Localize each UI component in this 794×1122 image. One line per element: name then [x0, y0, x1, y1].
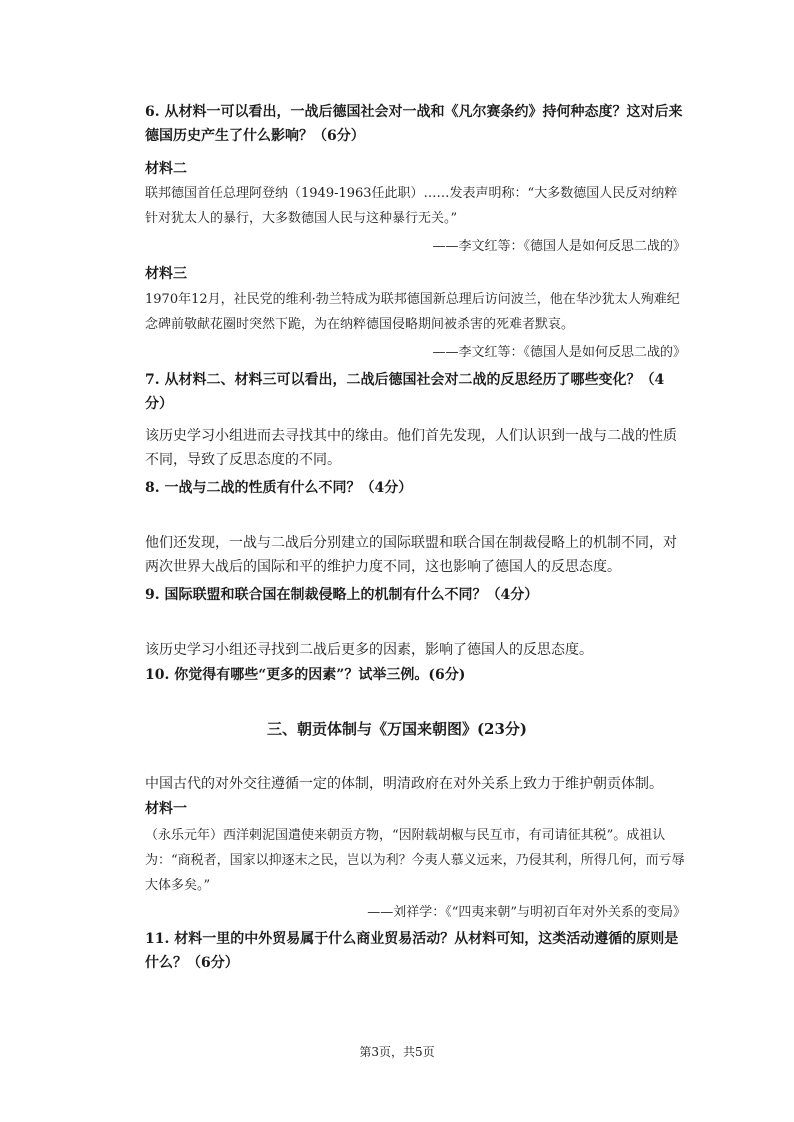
material-1-text: （永乐元年）西洋剌泥国遣使来朝贡方物，“因附载胡椒与民互市，有司请征其税”。成祖认为：“商税者，国家以抑逐末之民，岂以为利？今夷人慕义远来，乃侵其利，所得几何，而亏辱大体多矣。” — [145, 828, 685, 893]
material-3-label: 材料三 — [145, 266, 187, 282]
material-3-source: ——李文红等：《德国人是如何反思二战的》 — [432, 345, 686, 360]
question-11: 11. 材料一里的中外贸易属于什么商业贸易活动？从材料可知，这类活动遵循的原则是什么？（6分） — [145, 931, 679, 971]
question-10: 10. 你觉得有哪些“更多的因素”？试举三例。(6分) — [145, 667, 466, 683]
material-2-label: 材料二 — [145, 161, 187, 177]
paragraph-more-factors: 该历史学习小组还寻找到二战后更多的因素，影响了德国人的反思态度。 — [145, 642, 593, 658]
page-footer: 第3页，共5页 — [359, 1045, 435, 1059]
paragraph-league-un: 他们还发现，一战与二战后分别建立的国际联盟和联合国在制裁侵略上的机制不同，对两次世界大战后的国际和平的维护力度不同，这也影响了德国人的反思态度。 — [145, 535, 677, 575]
material-1-source: ——刘祥学：《“四夷来朝”与明初百年对外关系的变局》 — [367, 905, 686, 920]
question-7: 7. 从材料二、材料三可以看出，二战后德国社会对二战的反思经历了哪些变化？（4分） — [145, 372, 665, 412]
question-8: 8. 一战与二战的性质有什么不同？（4分） — [145, 480, 413, 496]
material-3-text: 1970年12月，社民党的维利·勃兰特成为联邦德国新总理后访问波兰，他在华沙犹太人殉难纪念碑前敬献花圈时突然下跪，为在纳粹德国侵略期间被杀害的死难者默哀。 — [145, 292, 680, 332]
material-2-text: 联邦德国首任总理阿登纳（1949-1963任此职）……发表声明称：“大多数德国人民反对纳粹针对犹太人的暴行，大多数德国人民与这种暴行无关。” — [145, 186, 678, 226]
paragraph-tributary: 中国古代的对外交往遵循一定的体制，明清政府在对外关系上致力于维护朝贡体制。 — [145, 776, 663, 792]
section-3-title: 三、朝贡体制与《万国来朝图》(23分) — [266, 720, 528, 738]
material-2-source: ——李文红等：《德国人是如何反思二战的》 — [432, 239, 686, 254]
question-6: 6. 从材料一可以看出，一战后德国社会对一战和《凡尔赛条约》持何种态度？这对后来德国历史产生了什么影响？（6分） — [145, 104, 683, 144]
question-9: 9. 国际联盟和联合国在制裁侵略上的机制有什么不同？（4分） — [145, 587, 539, 603]
material-1-label: 材料一 — [145, 801, 187, 817]
paragraph-reasons: 该历史学习小组进而去寻找其中的缘由。他们首先发现，人们认识到一战与二战的性质不同，导致了反思态度的不同。 — [145, 428, 677, 468]
